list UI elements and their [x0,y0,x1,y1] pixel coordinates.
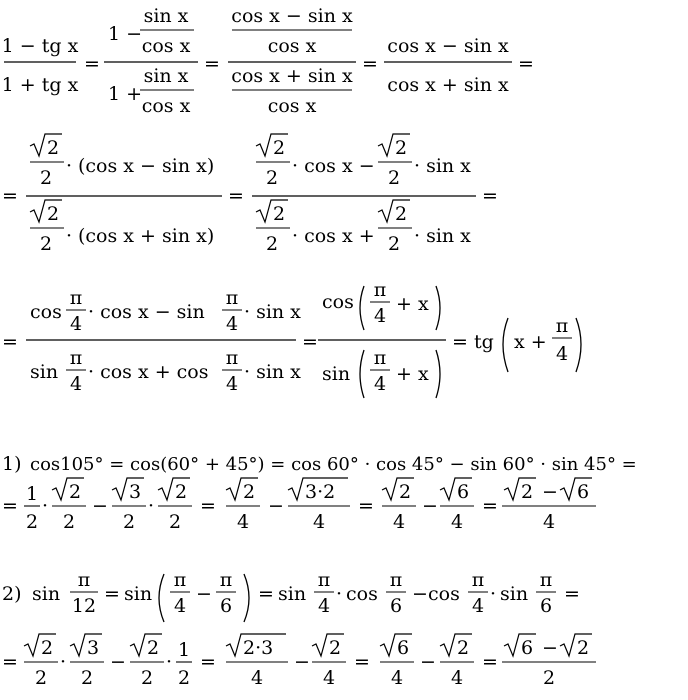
paren-right [576,318,581,372]
denominator-two: 2 [265,233,279,255]
paren-left [159,574,164,622]
four-digit: 4 [322,667,336,689]
den-sin: · sin x [414,225,471,247]
num-sin: · sin x [414,155,471,177]
sqrt-radicand: 3 [87,637,100,659]
num-middle: · cos x − sin [88,301,205,323]
example-1-row-1: cos105° = cos(60° + 45°) = cos 60° · cos 45° − sin 60° · sin 45° = [30,454,637,475]
two-digit: 2 [122,511,136,533]
paren-left [360,350,364,398]
plus-x: + x [396,293,429,315]
complex-denominator-frac-top: sin x [143,65,189,87]
two-digit: 2 [177,667,191,689]
equals-sign: = [358,495,374,517]
dot: · [42,495,49,517]
frac1-denominator: 1 + tg x [1,74,79,96]
pi-symbol: π [555,315,569,337]
complex-denominator-left: 1 + [108,83,143,105]
sqrt-radicand: 3·2 [305,481,336,503]
denominator-two: 2 [39,233,53,255]
four-digit: 4 [373,305,387,327]
pi-symbol: π [219,569,233,591]
pi-symbol: π [373,347,387,369]
frac3-num-den: cos x [267,35,317,57]
dot: · [166,651,173,673]
four-digit: 4 [312,511,326,533]
equals-sign: = [84,53,100,75]
sqrt-radicand: 2 [457,637,470,659]
equals-sign: = [354,651,370,673]
minus: − [542,637,558,659]
equals-sign: = [2,495,18,517]
dot: · [490,583,497,605]
minus: − [196,583,212,605]
equals-sign: = [518,53,534,75]
example-2 [2,569,596,689]
paren-left [503,318,508,372]
four-digit: 4 [317,595,331,617]
minus: − [420,651,436,673]
sqrt-radicand: 2 [175,481,188,503]
two-digit: 2 [62,511,76,533]
sqrt-radicand: 2 [577,637,590,659]
sqrt-radicand: 3 [129,481,142,503]
sqrt-radicand: 2 [395,203,408,225]
paren-right [436,286,440,330]
complex-numerator-frac-top: sin x [143,5,189,27]
tg-label: tg [474,331,494,353]
sqrt-radicand: 6 [521,637,534,659]
sin-label: sin [278,583,307,605]
twelve: 12 [71,595,97,617]
equals-sign: = [2,651,18,673]
sqrt-radicand: 2 [47,203,60,225]
den-end: · sin x [244,361,301,383]
den-cos-plus: · cos x + [292,225,375,247]
six-digit: 6 [219,595,233,617]
example-label: 2) [2,583,22,605]
two-digit: 2 [34,667,48,689]
minus: − [422,495,438,517]
two-digit: 2 [168,511,182,533]
dot: · [336,583,343,605]
sqrt-radicand: 2 [399,481,412,503]
complex-numerator-left: 1 − [108,23,143,45]
two-digit: 2 [25,511,39,533]
cos-label: cos [346,583,378,605]
four-digit: 4 [373,373,387,395]
derivation-line-3 [2,279,581,398]
complex-denominator-frac-bottom: cos x [141,95,191,117]
sqrt-radicand: 6 [397,637,410,659]
sqrt-radicand: 2 [273,203,286,225]
four-digit: 4 [250,667,264,689]
dot: · [66,155,73,177]
one-digit: 1 [177,639,191,661]
group-cos-plus-sin: (cos x + sin x) [78,225,215,247]
sin-label: sin [32,583,61,605]
minus: − [542,481,558,503]
four-digit: 4 [69,373,83,395]
equals-sign: = [200,495,216,517]
two-digit: 2 [140,667,154,689]
frac3-den-num: cos x + sin x [231,65,353,87]
equals-sign: = [564,583,580,605]
pi-symbol: π [539,569,553,591]
four-digit: 4 [173,595,187,617]
derivation-line-1 [2,5,534,117]
dot: · [60,651,67,673]
frac3-den-den: cos x [267,95,317,117]
sin-label: sin [124,583,153,605]
sqrt-radicand: 2 [69,481,82,503]
sin-label: sin [322,363,351,385]
minus: − [412,583,428,605]
four-digit: 4 [450,511,464,533]
frac1-numerator: 1 − tg x [1,35,79,57]
four-digit: 4 [450,667,464,689]
pi-symbol: π [173,569,187,591]
cos-label: cos [30,301,62,323]
cos-label: cos [428,583,460,605]
pi-symbol: π [389,569,403,591]
denominator-two: 2 [387,167,401,189]
sin-label: sin [500,583,529,605]
minus: − [92,495,108,517]
six-digit: 6 [389,595,403,617]
six-digit: 6 [539,595,553,617]
minus: − [268,495,284,517]
sqrt-radicand: 2 [395,137,408,159]
denominator-two: 2 [39,167,53,189]
equals-sign: = [258,583,274,605]
pi-symbol: π [77,569,91,591]
num-end: · sin x [244,301,301,323]
complex-numerator-frac-bottom: cos x [141,35,191,57]
pi-symbol: π [317,569,331,591]
equals-sign: = [302,331,318,353]
sqrt-radicand: 2 [47,137,60,159]
sqrt-radicand: 2·3 [243,637,274,659]
four-digit: 4 [555,343,569,365]
pi-symbol: π [373,279,387,301]
sqrt-radicand: 2 [521,481,534,503]
sqrt-radicand: 6 [577,481,590,503]
frac4-numerator: cos x − sin x [387,35,509,57]
two-digit: 2 [542,667,556,689]
sqrt-radicand: 2 [243,481,256,503]
sqrt-radicand: 2 [329,637,342,659]
den-middle: · cos x + cos [88,361,209,383]
equals-sign: = [200,651,216,673]
group-cos-minus-sin: (cos x − sin x) [78,155,215,177]
sqrt-radicand: 2 [273,137,286,159]
pi-symbol: π [471,569,485,591]
cos-label: cos [322,291,354,313]
four-digit: 4 [69,313,83,335]
equals-sign: = [104,583,120,605]
dot: · [148,495,155,517]
equals-sign: = [204,53,220,75]
equals-sign: = [228,185,244,207]
sqrt-radicand: 2 [147,637,160,659]
paren-right [244,574,249,622]
pi-symbol: π [225,347,239,369]
equals-sign: = [482,495,498,517]
plus-x: + x [396,363,429,385]
equals-sign: = [362,53,378,75]
frac4-denominator: cos x + sin x [387,74,509,96]
minus: − [110,651,126,673]
equals-sign: = [482,651,498,673]
four-digit: 4 [471,595,485,617]
equals-sign: = [2,331,18,353]
sin-label: sin [30,361,59,383]
x-plus: x + [514,331,547,353]
equals-sign: = [482,185,498,207]
example-label: 1) [2,453,22,475]
derivation-line-2 [2,134,498,255]
example-1 [2,453,637,533]
paren-left [360,286,364,330]
equals-sign: = [452,331,468,353]
paren-right [436,350,440,398]
four-digit: 4 [392,511,406,533]
one-digit: 1 [25,483,39,505]
denominator-two: 2 [265,167,279,189]
pi-symbol: π [69,287,83,309]
frac3-num-num: cos x − sin x [231,5,353,27]
four-digit: 4 [225,373,239,395]
sqrt-radicand: 2 [41,637,54,659]
four-digit: 4 [390,667,404,689]
two-digit: 2 [80,667,94,689]
pi-symbol: π [69,347,83,369]
dot: · [66,225,73,247]
equals-sign: = [2,185,18,207]
pi-symbol: π [225,287,239,309]
num-cos-minus: · cos x − [292,155,375,177]
four-digit: 4 [542,511,556,533]
denominator-two: 2 [387,233,401,255]
sqrt-radicand: 6 [457,481,470,503]
minus: − [294,651,310,673]
four-digit: 4 [225,313,239,335]
four-digit: 4 [236,511,250,533]
